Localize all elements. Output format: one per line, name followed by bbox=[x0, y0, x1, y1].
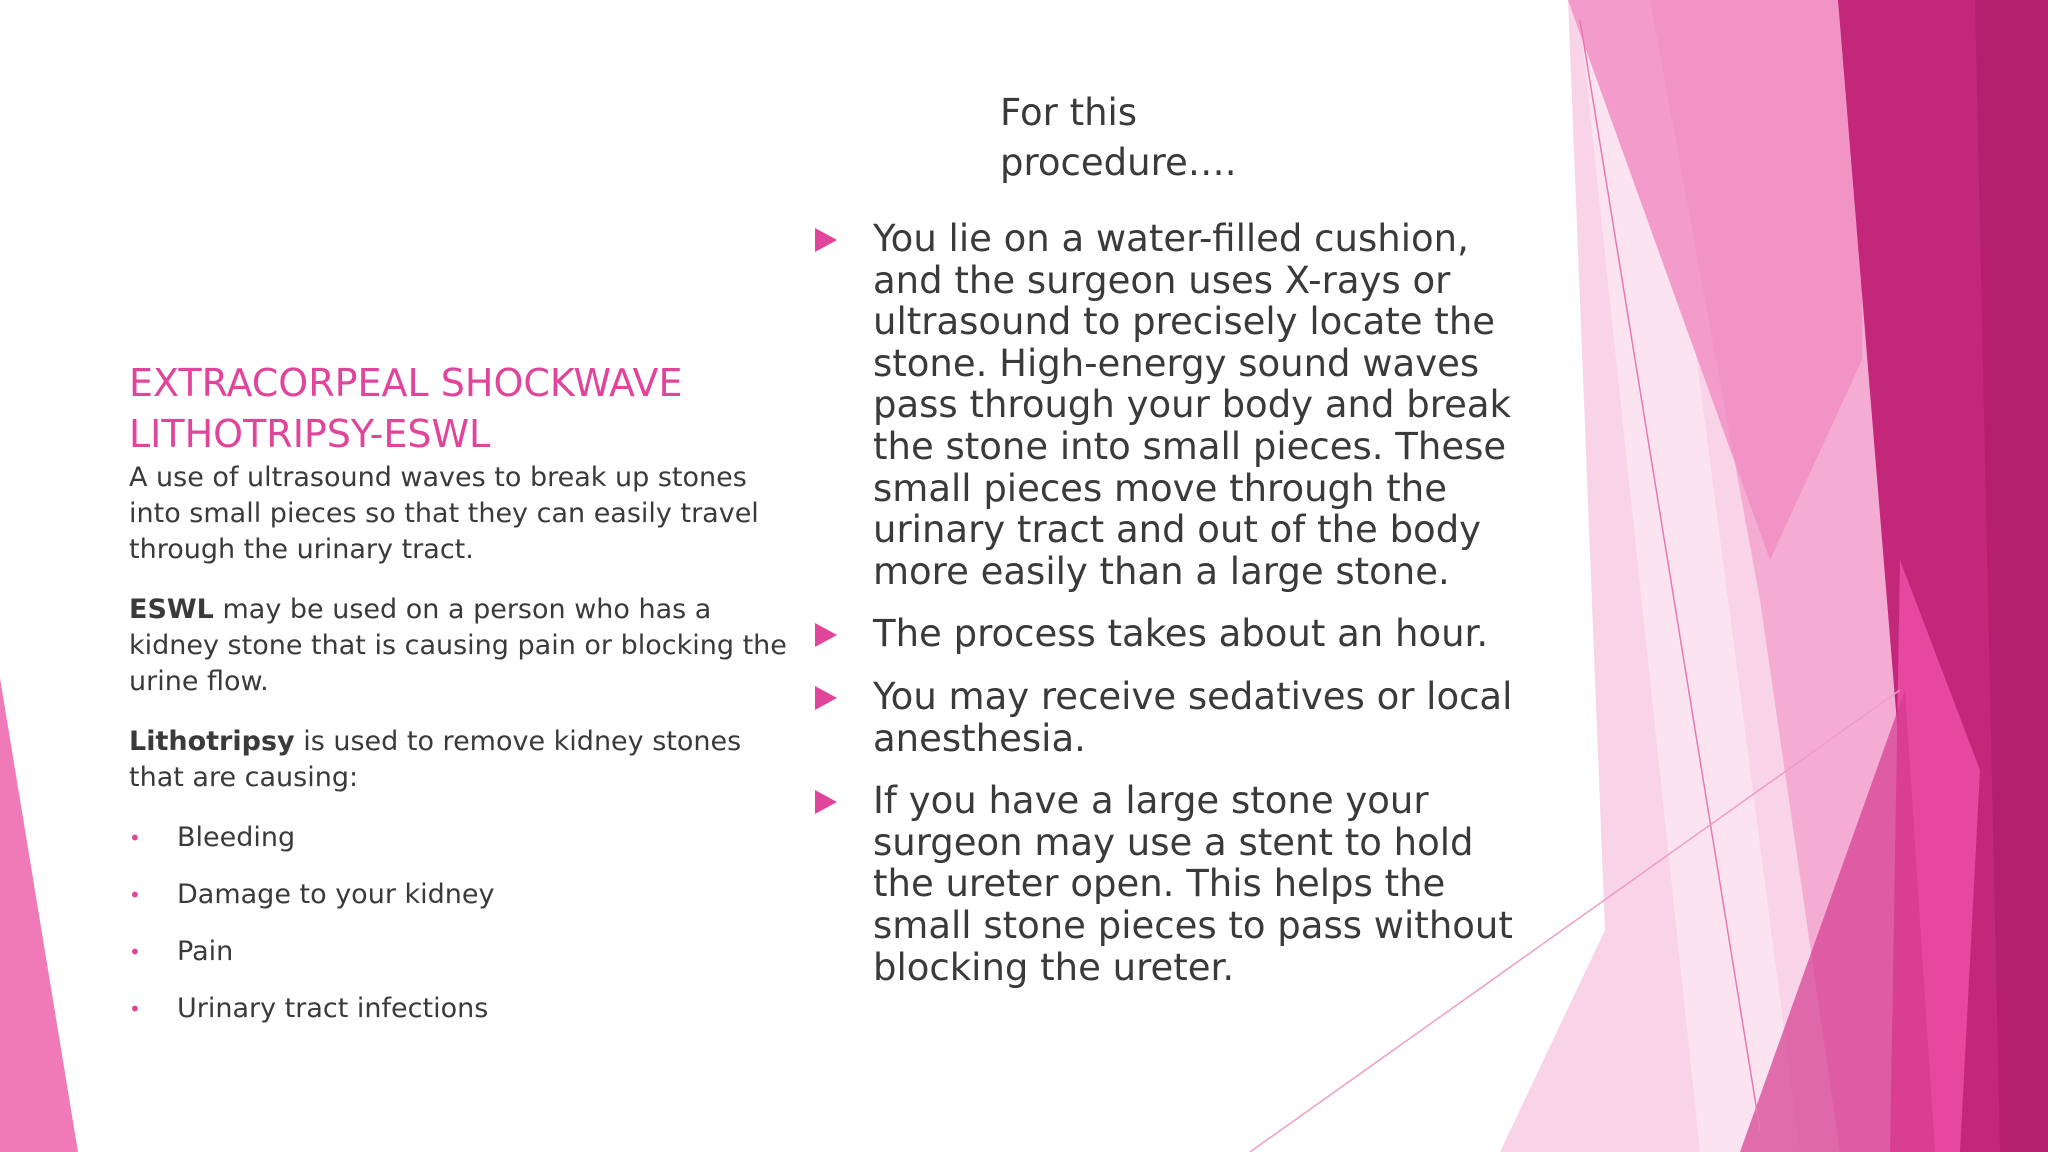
triangle-bullet-icon bbox=[815, 228, 837, 252]
list-item bbox=[815, 218, 1545, 592]
lithotripsy-description: is used to remove kidney stones that are causing: bbox=[129, 726, 742, 793]
eswl-paragraph bbox=[129, 592, 789, 700]
bullet-dot: • bbox=[129, 940, 141, 964]
list-item bbox=[129, 820, 789, 877]
list-item bbox=[815, 676, 1545, 759]
list-item bbox=[815, 613, 1545, 655]
list-item bbox=[129, 877, 789, 934]
lithotripsy-paragraph bbox=[129, 724, 789, 796]
bullet-dot: • bbox=[129, 997, 141, 1021]
list-item bbox=[129, 934, 789, 991]
list-item-text: Pain bbox=[177, 936, 234, 967]
eswl-term: ESWL bbox=[129, 594, 214, 625]
procedure-list bbox=[815, 218, 1545, 1009]
list-item-text: You lie on a water-filled cushion, and the surgeon uses X-rays or ultrasound to precisely locate the stone. High-energy sound waves pass through your body and break the stone into small pieces. These small pieces move through the urinary tract and out of the body more easily than a large stone. bbox=[873, 217, 1511, 593]
list-item-text: You may receive sedatives or local anesthesia. bbox=[873, 674, 1513, 760]
list-item-text: Bleeding bbox=[177, 822, 296, 853]
triangle-bullet-icon bbox=[815, 623, 837, 647]
left-body bbox=[129, 460, 789, 1048]
bullet-dot: • bbox=[129, 883, 141, 907]
list-item-text: The process takes about an hour. bbox=[873, 612, 1489, 656]
left-decor-shape bbox=[0, 678, 78, 1152]
lithotripsy-term: Lithotripsy bbox=[129, 726, 295, 757]
list-item-text: Damage to your kidney bbox=[177, 879, 495, 910]
slide-title bbox=[129, 358, 789, 460]
bullet-dot: • bbox=[129, 826, 141, 850]
eswl-description: may be used on a person who has a kidney stone that is causing pain or blocking the urine flow. bbox=[129, 594, 787, 697]
definition-paragraph: A use of ultrasound waves to break up stones into small pieces so that they can easily travel through the urinary tract. bbox=[129, 462, 759, 565]
triangle-bullet-icon bbox=[815, 686, 837, 710]
title-line-1: EXTRACORPEAL SHOCKWAVE bbox=[129, 361, 683, 405]
list-item-text: Urinary tract infections bbox=[177, 993, 489, 1024]
procedure-heading: For this procedure…. bbox=[1000, 91, 1237, 184]
list-item-text: If you have a large stone your surgeon may use a stent to hold the ureter open. This helps the small stone pieces to pass without blocking the ureter. bbox=[873, 779, 1513, 989]
triangle-bullet-icon bbox=[815, 790, 837, 814]
title-line-2: LITHOTRIPSY-ESWL bbox=[129, 412, 491, 456]
indications-list bbox=[129, 820, 789, 1048]
list-item bbox=[815, 780, 1545, 988]
list-item bbox=[129, 991, 789, 1048]
